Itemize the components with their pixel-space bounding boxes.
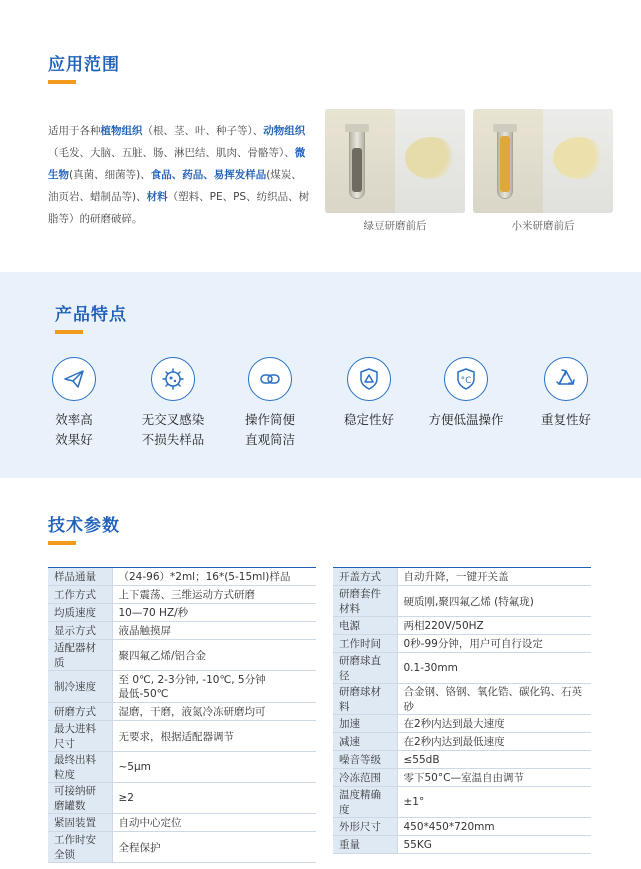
spec-row [48,622,316,640]
spec-row [333,617,591,635]
application-description [48,120,310,230]
spec-value: ≤55dB [397,751,591,769]
spec-row [333,769,591,787]
spec-row [333,787,591,818]
svg-text:°C: °C [460,376,472,386]
spec-value: 0.1-30mm [397,653,591,684]
highlight-term: 材料 [146,191,168,203]
spec-row [333,733,591,751]
intro-text: 适用于各种 [48,125,101,137]
photo-millet [473,109,613,213]
spec-key: 制冷速度 [48,671,112,703]
intro-text: （毛发、大脑、五脏、肠、淋巴结、肌肉、骨骼等）、 [48,147,295,159]
section-title-specs: 技术参数 [48,516,120,536]
intro-text: (真菌、细菌等)、 [69,169,151,181]
spec-key: 开盖方式 [333,568,397,586]
spec-value: 自动升降，一键开关盖 [397,568,591,586]
spec-key: 电源 [333,617,397,635]
spec-key: 研磨球直径 [333,653,397,684]
spec-row [333,635,591,653]
photo-mung-bean [325,109,465,213]
intro-text: (煤炭、油页岩、蜡制品等)、 [48,169,302,203]
spec-row [48,814,316,832]
spec-key: 研磨方式 [48,703,112,721]
spec-value-line: 至 0℃, 2-3分钟, -10℃, 5分钟 [118,673,266,686]
spec-row [333,715,591,733]
paper-plane-icon [52,357,96,401]
spec-value: 湿磨，干磨，液氮冷冻研磨均可 [112,703,316,721]
spec-key: 适配器材质 [48,640,112,671]
title-underline [48,80,76,84]
feature-label: 效果好 [55,432,93,447]
celsius-shield-icon [444,357,488,401]
spec-row [333,653,591,684]
spec-key: 工作时安全锁 [48,832,112,863]
spec-key: 样品通量 [48,568,112,586]
spec-key: 研磨套件材料 [333,586,397,617]
spec-key: 重量 [333,836,397,854]
title-underline [55,330,83,334]
tube-image [473,109,543,213]
intro-text: （塑料、PE、PS、纺织品、树脂等）的研磨破碎。 [48,191,310,225]
tube-image [325,109,395,213]
spec-row [48,568,316,586]
spec-key: 最大进料尺寸 [48,721,112,752]
feature-repeatability [521,357,611,430]
photo-caption: 小米研磨前后 [511,220,575,232]
spec-key: 工作时间 [333,635,397,653]
spec-value: 零下50°C—室温自由调节 [397,769,591,787]
feature-stability [324,357,414,430]
feature-low-temperature [421,357,511,430]
spec-key: 显示方式 [48,622,112,640]
highlight-term: 食品、药品、易挥发样品 [150,169,267,181]
spec-value: ~5μm [112,752,316,783]
highlight-term: 植物组织 [100,125,143,137]
spec-row [333,818,591,836]
spec-value: 在2秒内达到最低速度 [397,733,591,751]
spec-row [48,640,316,671]
spec-value: 在2秒内达到最大速度 [397,715,591,733]
spec-key: 冷冻范围 [333,769,397,787]
spec-row [333,586,591,617]
recycle-icon [544,357,588,401]
link-icon [248,357,292,401]
spec-key: 均质速度 [48,604,112,622]
spec-value: 硬质刚,聚四氟乙烯 (特氟珑) [397,586,591,617]
spec-value: 全程保护 [112,832,316,863]
spec-table-right [333,567,591,854]
feature-label: 不损失样品 [141,432,205,447]
spec-value: 55KG [397,836,591,854]
spec-value-line: 最低-50℃ [118,687,169,700]
spec-row [48,752,316,783]
spec-row [333,684,591,715]
spec-value: （24-96）*2ml；16*(5-15ml)样品 [112,568,316,586]
feature-label: 重复性好 [540,412,591,427]
spec-value: ±1° [397,787,591,818]
spec-key: 工作方式 [48,586,112,604]
feature-label: 无交叉感染 [141,412,205,427]
photo-caption: 绿豆研磨前后 [363,220,427,232]
spec-key: 加速 [333,715,397,733]
spec-row [48,783,316,814]
feature-label: 方便低温操作 [428,412,504,427]
title-underline [48,541,76,545]
spec-row [48,721,316,752]
spec-value [112,671,316,703]
feature-label: 效率高 [55,412,93,427]
intro-text: （根、茎、叶、种子等）、 [142,125,264,137]
highlight-term: 微生物 [48,147,306,181]
feature-easy-operation [225,357,315,450]
section-title-application: 应用范围 [48,55,120,75]
spec-key: 噪音等级 [333,751,397,769]
spec-row [48,832,316,863]
spec-key: 紧固装置 [48,814,112,832]
spec-row [333,836,591,854]
spec-value: 10—70 HZ/秒 [112,604,316,622]
spec-key: 研磨球材料 [333,684,397,715]
feature-no-contamination [128,357,218,450]
spec-row [48,586,316,604]
feature-label: 直观简洁 [244,432,295,447]
spec-row [48,703,316,721]
spec-row [333,568,591,586]
virus-gear-icon [151,357,195,401]
highlight-term: 动物组织 [263,125,306,137]
spec-value: 聚四氟乙烯/铝合金 [112,640,316,671]
spec-row [333,751,591,769]
feature-label: 操作简便 [244,412,295,427]
spec-key: 减速 [333,733,397,751]
feature-label: 稳定性好 [343,412,394,427]
spec-table-left [48,567,316,863]
spec-value: 上下震荡、三维运动方式研磨 [112,586,316,604]
spec-value: 450*450*720mm [397,818,591,836]
spec-row [48,671,316,703]
spec-key: 可接纳研磨罐数 [48,783,112,814]
spec-value: ≥2 [112,783,316,814]
powder-image [395,109,465,213]
spec-key: 外形尺寸 [333,818,397,836]
spec-row [48,604,316,622]
section-title-features: 产品特点 [55,305,127,325]
spec-value: 液晶触摸屏 [112,622,316,640]
powder-image [543,109,613,213]
spec-value: 自动中心定位 [112,814,316,832]
spec-value: 无要求，根据适配器调节 [112,721,316,752]
spec-key: 温度精确度 [333,787,397,818]
spec-value: 两相220V/50HZ [397,617,591,635]
shield-triangle-icon [347,357,391,401]
spec-value: 合金钢、铬钢、氧化锆、碳化钨、石英砂 [397,684,591,715]
spec-value: 0秒-99分钟，用户可自行设定 [397,635,591,653]
feature-efficiency [29,357,119,450]
spec-key: 最终出料粒度 [48,752,112,783]
